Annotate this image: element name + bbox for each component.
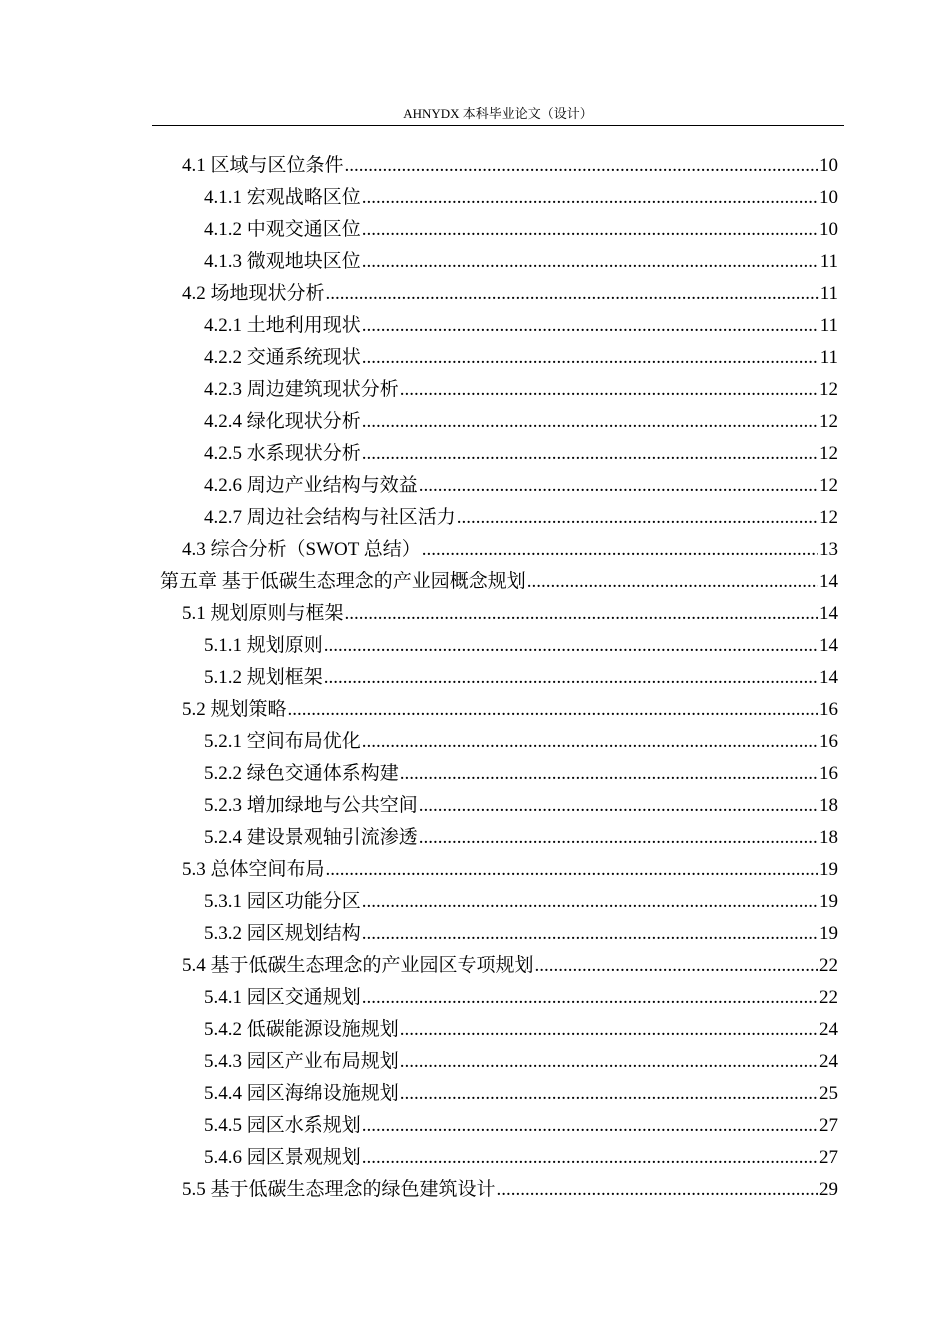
toc-entry[interactable]	[204, 470, 838, 502]
toc-dot-leader	[400, 1046, 818, 1078]
toc-entry[interactable]	[204, 758, 838, 790]
toc-entry-page: 16	[819, 763, 838, 784]
toc-entry[interactable]	[182, 278, 838, 310]
toc-entry[interactable]	[204, 886, 838, 918]
toc-entry-page: 22	[819, 987, 838, 1008]
toc-entry[interactable]	[204, 1142, 838, 1174]
toc-entry-title: 4.1.1 宏观战略区位	[204, 187, 361, 208]
toc-entry-title: 5.4.4 园区海绵设施规划	[204, 1083, 399, 1104]
toc-entry-page: 12	[819, 475, 838, 496]
toc-dot-leader	[400, 758, 818, 790]
toc-entry[interactable]	[182, 694, 838, 726]
toc-entry-title: 5.5 基于低碳生态理念的绿色建筑设计	[182, 1179, 496, 1200]
toc-entry-title: 5.3.2 园区规划结构	[204, 923, 361, 944]
toc-entry-page: 14	[819, 635, 838, 656]
toc-dot-leader	[362, 406, 818, 438]
toc-dot-leader	[535, 950, 818, 982]
toc-entry-title: 4.3 综合分析（SWOT 总结）	[182, 539, 421, 560]
toc-dot-leader	[400, 1078, 818, 1110]
toc-entry[interactable]	[160, 566, 838, 598]
toc-entry-page: 14	[819, 667, 838, 688]
toc-entry-page: 11	[819, 347, 838, 368]
toc-entry[interactable]	[204, 1014, 838, 1046]
toc-entry-title: 4.2.1 土地利用现状	[204, 315, 361, 336]
toc-entry-title: 4.2.7 周边社会结构与社区活力	[204, 507, 456, 528]
toc-entry-page: 24	[819, 1019, 838, 1040]
toc-entry-page: 25	[819, 1083, 838, 1104]
toc-dot-leader	[497, 1174, 818, 1206]
toc-entry-page: 22	[819, 955, 838, 976]
toc-entry-page: 18	[819, 795, 838, 816]
toc-entry-title: 5.1.2 规划框架	[204, 667, 323, 688]
toc-entry-title: 4.1 区域与区位条件	[182, 155, 344, 176]
toc-dot-leader	[400, 374, 818, 406]
toc-dot-leader	[362, 438, 818, 470]
toc-entry-page: 18	[819, 827, 838, 848]
toc-entry[interactable]	[204, 246, 838, 278]
toc-entry-title: 4.2.6 周边产业结构与效益	[204, 475, 418, 496]
toc-dot-leader	[324, 630, 818, 662]
toc-entry[interactable]	[182, 150, 838, 182]
toc-entry-page: 13	[819, 539, 838, 560]
toc-entry-page: 27	[819, 1115, 838, 1136]
toc-entry-page: 16	[819, 731, 838, 752]
toc-dot-leader	[362, 1110, 818, 1142]
toc-dot-leader	[288, 694, 818, 726]
toc-entry[interactable]	[204, 726, 838, 758]
toc-entry-title: 4.2.2 交通系统现状	[204, 347, 361, 368]
toc-entry[interactable]	[204, 374, 838, 406]
toc-entry-page: 14	[819, 603, 838, 624]
toc-entry-title: 5.4.1 园区交通规划	[204, 987, 361, 1008]
toc-entry[interactable]	[204, 822, 838, 854]
toc-entry[interactable]	[204, 342, 838, 374]
toc-dot-leader	[362, 982, 818, 1014]
toc-entry-page: 11	[819, 315, 838, 336]
toc-dot-leader	[362, 246, 819, 278]
toc-entry[interactable]	[182, 534, 838, 566]
toc-entry-page: 11	[819, 283, 838, 304]
toc-dot-leader	[362, 182, 818, 214]
toc-dot-leader	[362, 310, 819, 342]
toc-entry-page: 12	[819, 411, 838, 432]
toc-entry[interactable]	[204, 406, 838, 438]
toc-entry-title: 5.2.1 空间布局优化	[204, 731, 361, 752]
toc-entry[interactable]	[204, 918, 838, 950]
toc-entry-title: 5.2.3 增加绿地与公共空间	[204, 795, 418, 816]
toc-entry-title: 5.4 基于低碳生态理念的产业园区专项规划	[182, 955, 534, 976]
toc-dot-leader	[457, 502, 818, 534]
toc-dot-leader	[362, 214, 818, 246]
toc-dot-leader	[326, 854, 818, 886]
toc-entry[interactable]	[182, 950, 838, 982]
toc-entry-page: 12	[819, 443, 838, 464]
header-rule	[152, 125, 844, 126]
toc-entry[interactable]	[204, 630, 838, 662]
toc-entry-page: 10	[819, 155, 838, 176]
toc-dot-leader	[362, 886, 818, 918]
toc-entry[interactable]	[204, 214, 838, 246]
toc-entry-page: 16	[819, 699, 838, 720]
toc-entry-title: 5.4.3 园区产业布局规划	[204, 1051, 399, 1072]
toc-entry[interactable]	[182, 598, 838, 630]
toc-entry-page: 19	[819, 891, 838, 912]
toc-entry[interactable]	[204, 1046, 838, 1078]
toc-dot-leader	[324, 662, 818, 694]
toc-dot-leader	[400, 1014, 818, 1046]
toc-entry-page: 29	[819, 1179, 838, 1200]
toc-entry-title: 5.3 总体空间布局	[182, 859, 325, 880]
toc-entry-page: 11	[819, 251, 838, 272]
table-of-contents	[0, 150, 950, 1206]
toc-entry-title: 4.2.4 绿化现状分析	[204, 411, 361, 432]
toc-dot-leader	[419, 470, 818, 502]
toc-entry[interactable]	[204, 310, 838, 342]
toc-dot-leader	[362, 918, 818, 950]
toc-entry-title: 5.3.1 园区功能分区	[204, 891, 361, 912]
toc-entry[interactable]	[204, 438, 838, 470]
toc-entry-title: 5.4.5 园区水系规划	[204, 1115, 361, 1136]
toc-entry[interactable]	[204, 1078, 838, 1110]
toc-entry-title: 5.1 规划原则与框架	[182, 603, 344, 624]
toc-dot-leader	[419, 790, 818, 822]
toc-entry[interactable]	[204, 502, 838, 534]
toc-dot-leader	[419, 822, 818, 854]
toc-entry-page: 12	[819, 507, 838, 528]
toc-entry-page: 12	[819, 379, 838, 400]
toc-entry[interactable]	[204, 662, 838, 694]
toc-dot-leader	[362, 726, 818, 758]
toc-entry-page: 14	[819, 571, 838, 592]
toc-dot-leader	[345, 150, 818, 182]
toc-dot-leader	[362, 1142, 818, 1174]
running-header: AHNYDX 本科毕业论文（设计）	[403, 106, 593, 121]
toc-entry[interactable]	[182, 854, 838, 886]
toc-entry-page: 27	[819, 1147, 838, 1168]
toc-dot-leader	[527, 566, 818, 598]
toc-entry-title: 4.1.2 中观交通区位	[204, 219, 361, 240]
toc-entry-page: 24	[819, 1051, 838, 1072]
toc-entry-title: 5.2 规划策略	[182, 699, 287, 720]
toc-entry-title: 4.2.3 周边建筑现状分析	[204, 379, 399, 400]
toc-dot-leader	[345, 598, 818, 630]
toc-entry-title: 5.4.6 园区景观规划	[204, 1147, 361, 1168]
toc-entry[interactable]	[204, 182, 838, 214]
toc-entry[interactable]	[182, 1174, 838, 1206]
toc-entry[interactable]	[204, 982, 838, 1014]
toc-entry-page: 19	[819, 859, 838, 880]
toc-entry-title: 5.2.2 绿色交通体系构建	[204, 763, 399, 784]
toc-dot-leader	[362, 342, 819, 374]
toc-entry[interactable]	[204, 1110, 838, 1142]
toc-entry-page: 19	[819, 923, 838, 944]
toc-entry-title: 第五章 基于低碳生态理念的产业园概念规划	[160, 571, 526, 592]
toc-entry-title: 4.2.5 水系现状分析	[204, 443, 361, 464]
toc-entry-page: 10	[819, 219, 838, 240]
toc-entry-title: 5.4.2 低碳能源设施规划	[204, 1019, 399, 1040]
toc-entry-title: 4.1.3 微观地块区位	[204, 251, 361, 272]
toc-entry-title: 5.1.1 规划原则	[204, 635, 323, 656]
toc-dot-leader	[422, 534, 818, 566]
toc-entry-title: 5.2.4 建设景观轴引流渗透	[204, 827, 418, 848]
toc-entry-page: 10	[819, 187, 838, 208]
toc-dot-leader	[326, 278, 819, 310]
toc-entry-title: 4.2 场地现状分析	[182, 283, 325, 304]
toc-entry[interactable]	[204, 790, 838, 822]
